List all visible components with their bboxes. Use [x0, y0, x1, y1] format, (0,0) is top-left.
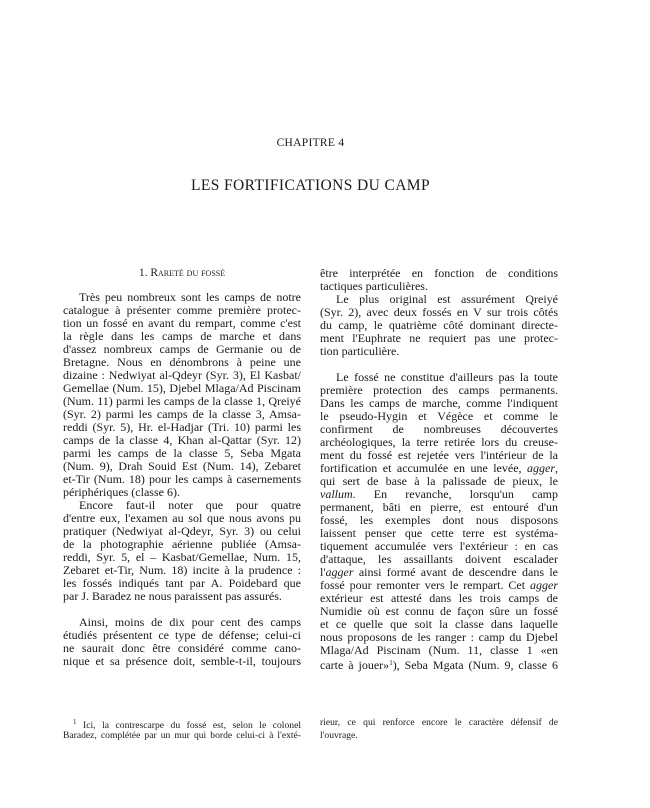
- paragraph: [320, 716, 558, 742]
- text-segment: dizaine : Nedwiyat al-Qdeyr (Syr. 3), El Kasbat/: [63, 368, 301, 382]
- paragraph: [320, 293, 558, 358]
- text-segment: d'assez nombreux camps de Germanie ou de: [63, 342, 301, 356]
- text-segment: reddi, Syr. 5, el – Kasbat/Gemellae, Num. 15,: [63, 550, 301, 564]
- text-segment: Encore faut-il noter que pour quatre: [79, 498, 301, 512]
- italic-term: vallum: [320, 487, 353, 501]
- text-segment: (Syr. 2), avec deux fossés en V sur trois côtés: [320, 305, 558, 319]
- text-segment: laissent penser que cette terre est systéma-: [320, 526, 558, 540]
- text-line: [63, 590, 301, 603]
- text-segment: la règle dans les camps de marche et dans: [63, 329, 301, 343]
- text-segment: d'attaque, les assaillants doivent escalader: [320, 552, 558, 566]
- footnote-left: [63, 716, 301, 742]
- text-segment: Très peu nombreux sont les camps de notre: [79, 290, 301, 304]
- text-segment: Le fossé ne constitue d'ailleurs pas la toute: [336, 370, 558, 384]
- italic-term: agger: [325, 565, 354, 579]
- text-segment: catalogue à présenter comme première protec-: [63, 303, 301, 317]
- text-segment: l': [320, 565, 326, 579]
- text-segment: camps de la classe 4, Khan al-Qattar (Syr. 12): [63, 433, 301, 447]
- text-segment: reddi (Syr. 5), Hr. el-Hadjar (Tri. 10) parmi les: [63, 420, 301, 434]
- text-segment: tion un fossé en avant du rempart, comme c'est: [63, 316, 301, 330]
- text-segment: Gemellae (Num. 15), Djebel Mlaga/Ad Piscinam: [63, 381, 301, 395]
- text-segment: première protection des camps permanents.: [320, 383, 558, 397]
- footnote-marker: 1: [73, 718, 77, 726]
- text-segment: Le plus original est assurément Qreiyé: [336, 292, 558, 306]
- text-segment: Ainsi, moins de dix pour cent des camps: [79, 615, 301, 629]
- text-segment: Numidie où est connu de façon sûre un fossé: [320, 604, 558, 618]
- paragraph: [63, 499, 301, 603]
- text-line: [63, 655, 301, 668]
- text-segment: parmi les camps de la classe 5, Seba Mgata: [63, 446, 301, 460]
- text-segment: carte à jouer»: [320, 658, 390, 672]
- text-segment: extérieur est attesté dans les trois camps de: [320, 591, 558, 605]
- text-segment: être interprétée en fonction de conditions: [320, 266, 558, 280]
- text-segment: fortification et accumulée en une levée,: [320, 461, 527, 475]
- text-segment: confirment de nombreuses découvertes: [320, 422, 558, 436]
- paragraph: [63, 716, 301, 742]
- text-line: [320, 716, 558, 729]
- text-segment: par J. Baradez ne nous paraissent pas assurés.: [63, 589, 282, 603]
- text-segment: fossé, les exemples dont nous disposons: [320, 513, 558, 527]
- text-segment: permanent, bâti en pierre, est entouré d'un: [320, 500, 558, 514]
- text-line: [63, 729, 301, 742]
- text-segment: nique et sa présence doit, semble-t-il, toujours: [63, 654, 301, 668]
- text-segment: tion particulière.: [320, 344, 400, 358]
- text-segment: de la photographie aérienne publiée (Amsa-: [63, 537, 301, 551]
- text-line: [320, 644, 558, 657]
- text-segment: et ce quelle que soit la classe dans laquelle: [320, 617, 558, 631]
- footnote-marker: 1: [389, 659, 393, 667]
- text-line: [320, 657, 558, 670]
- chapter-label: CHAPITRE 4: [276, 137, 345, 149]
- right-column: [320, 267, 558, 670]
- text-segment: pratiquer (Nedwiyat al-Qdeyr, Syr. 3) ou celui: [63, 524, 301, 538]
- paragraph: [320, 267, 558, 293]
- text-segment: périphériques (classe 6).: [63, 485, 180, 499]
- text-segment: Zebaret et-Tir, Num. 18) incite à la prudence :: [63, 563, 301, 577]
- italic-term: agger: [527, 461, 555, 475]
- left-column-body: [63, 291, 301, 668]
- text-segment: ainsi formé avant de descendre dans le: [353, 565, 558, 579]
- text-segment: qui sert de base à la palissade de pieux, le: [320, 474, 558, 488]
- footnote-right-body: [320, 716, 558, 742]
- text-line: [320, 729, 558, 742]
- text-segment: Baradez, complétée par un mur qui borde celui-ci à l'exté-: [63, 730, 301, 741]
- footnote-left-body: [63, 716, 301, 742]
- text-segment: ), Seba Mgata (Num. 9, classe 6: [392, 658, 558, 672]
- text-segment: du camp, le quatrième côté dominant directe-: [320, 318, 558, 332]
- chapter-title: LES FORTIFICATIONS DU CAMP: [191, 177, 430, 194]
- text-segment: ,: [555, 461, 558, 475]
- text-segment: d'entre eux, l'examen au sol que nous avons pu: [63, 511, 301, 525]
- text-segment: ment du fossé est rejetée vers l'intérieur de la: [320, 448, 558, 462]
- text-segment: l'ouvrage.: [320, 730, 358, 741]
- text-segment: les fossés indiqués tant par A. Poidebard que: [63, 576, 301, 590]
- text-line: [320, 345, 558, 358]
- text-segment: Dans les camps de marche, comme l'indiquent: [320, 396, 558, 410]
- text-segment: et-Tir (Num. 18) pour les camps à casernements: [63, 472, 301, 486]
- text-segment: (Num. 9), Drah Souid Est (Num. 14), Zebaret: [63, 459, 301, 473]
- italic-term: agger: [530, 578, 558, 592]
- text-segment: ment l'Euphrate ne requiert pas une protec-: [320, 331, 558, 345]
- text-segment: (Num. 11) parmi les camps de la classe 1, Qreiyé: [63, 394, 301, 408]
- text-segment: fossé pour remonter vers le rempart. Cet: [320, 578, 530, 592]
- footnote-right: [320, 716, 558, 742]
- text-segment: rieur, ce qui renforce encore le caractère défensif de: [320, 717, 558, 728]
- text-segment: Ici, la contrescarpe du fossé est, selon le colonel: [76, 720, 301, 731]
- paragraph: [320, 371, 558, 670]
- text-segment: Mlaga/Ad Piscinam (Num. 11, classe 1 «en: [320, 643, 558, 657]
- text-segment: Bretagne. Nous en dénombrons à peine une: [63, 355, 301, 369]
- left-column: [63, 267, 301, 668]
- text-segment: . En revanche, lorsqu'un camp: [352, 487, 558, 501]
- text-segment: ne saurait donc être considéré comme cano-: [63, 641, 301, 655]
- paragraph: [63, 291, 301, 499]
- text-segment: tactiques particulières.: [320, 279, 428, 293]
- text-line: [63, 716, 301, 729]
- text-segment: tiquement accumulée vers l'extérieur : en cas: [320, 539, 558, 553]
- text-segment: nous proposons de les ranger : camp du Djebel: [320, 630, 558, 644]
- right-column-body: [320, 267, 558, 670]
- text-segment: le pseudo-Hygin et Végèce et comme le: [320, 409, 558, 423]
- text-segment: étudiés présentent ce type de défense; celui-ci: [63, 628, 301, 642]
- paragraph: [63, 616, 301, 668]
- text-segment: (Syr. 2) parmi les camps de la classe 3, Amsa-: [63, 407, 301, 421]
- text-segment: archéologiques, la terre retirée lors du creuse-: [320, 435, 558, 449]
- section-heading: 1. Rareté du fossé: [138, 267, 226, 279]
